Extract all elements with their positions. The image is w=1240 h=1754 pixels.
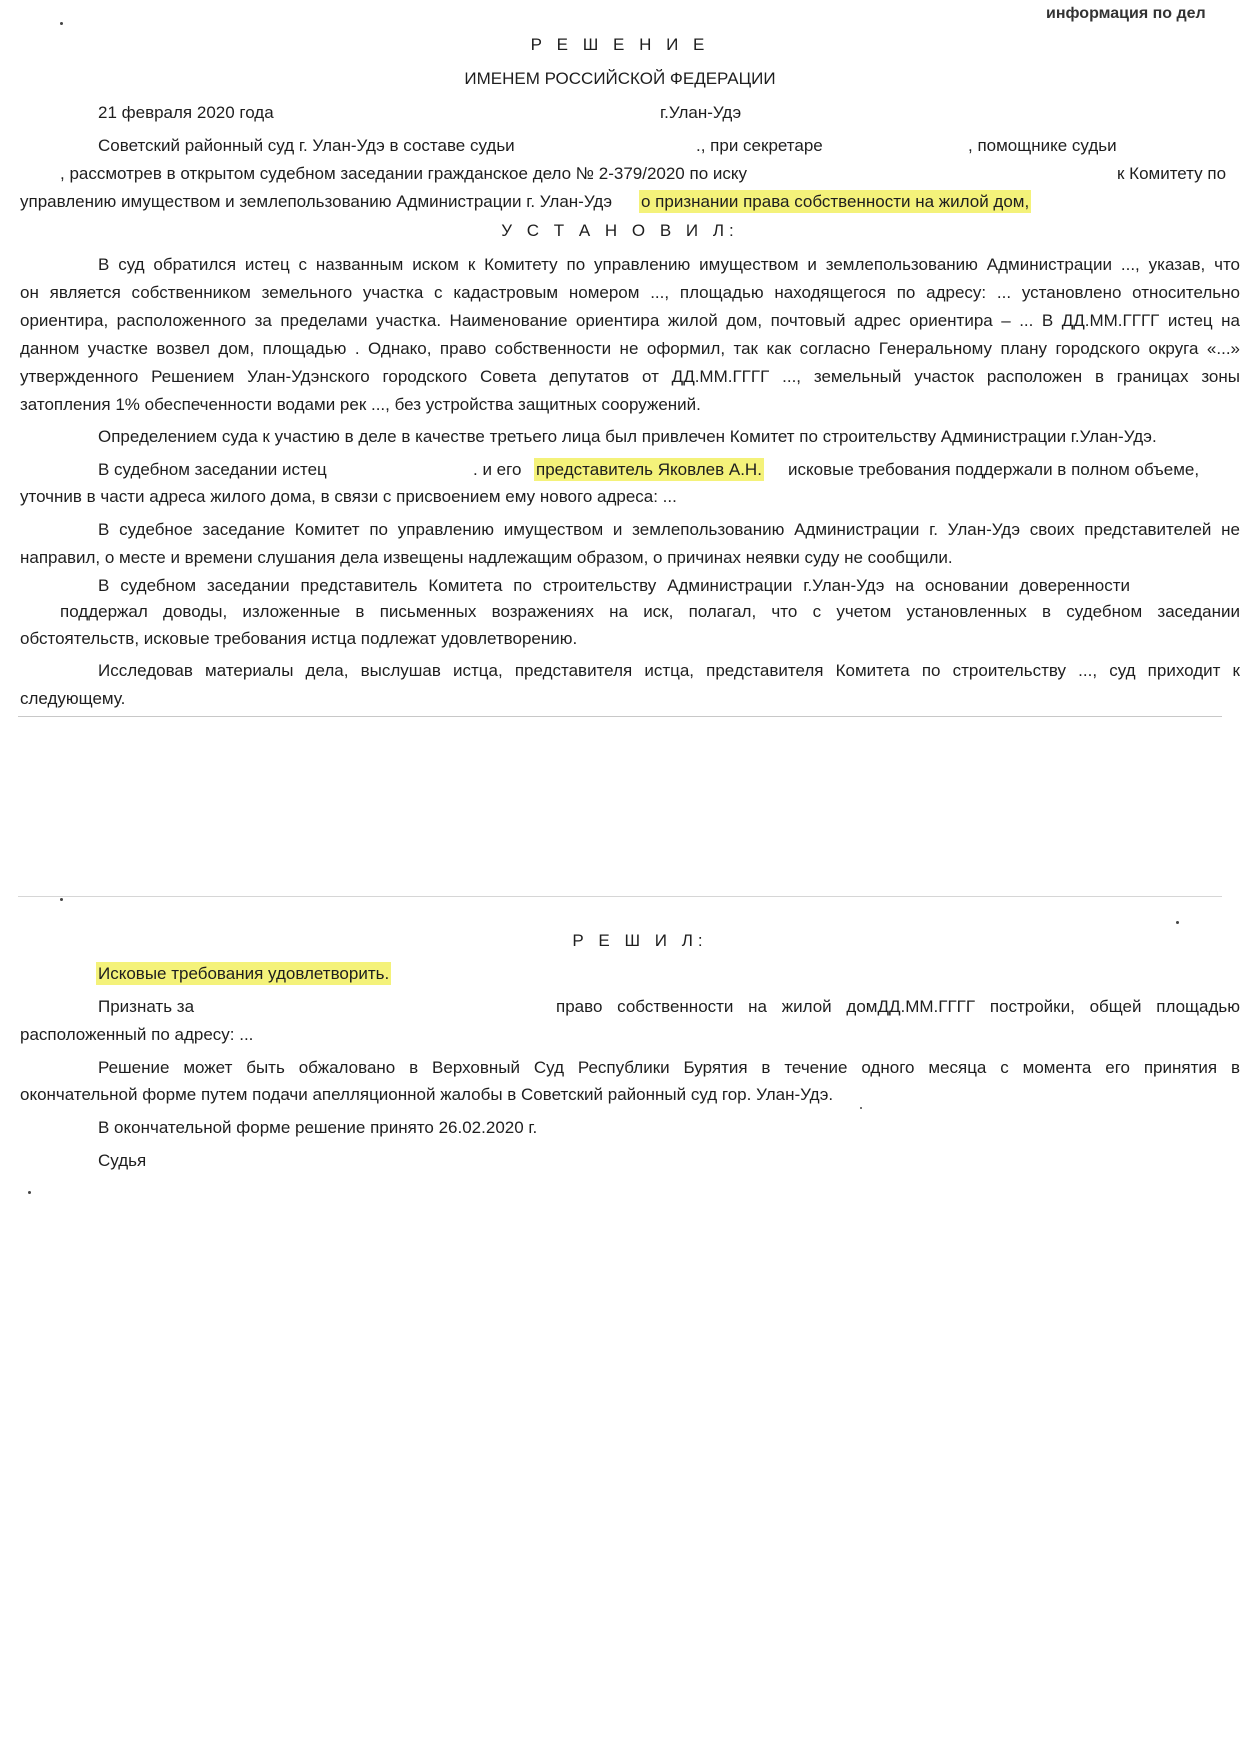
p1-line1-court: Советский районный суд г. Улан-Удэ в составе судьи bbox=[98, 136, 515, 155]
highlight-claim-subject: о признании права собственности на жилой дом, bbox=[641, 192, 1030, 211]
scan-speck bbox=[860, 1107, 862, 1109]
judge-signature-label: Судья bbox=[98, 1151, 147, 1170]
p2-line4: данном участке возвел дом, площадью . Однако, право собственности не оформил, так как согласно Генеральному плану городского округа «...» bbox=[20, 339, 1240, 358]
document-subtitle: ИМЕНЕМ РОССИЙСКОЙ ФЕДЕРАЦИИ bbox=[464, 69, 776, 88]
p2-line3: ориентира, расположенного за пределами участка. Наименование ориентира жилой дом, почтовый адрес ориентира – ... В ДД.ММ.ГГГГ истец на bbox=[20, 311, 1240, 330]
highlight-claims-granted: Исковые требования удовлетворить. bbox=[98, 964, 390, 983]
resolution-2-recognize: Признать за bbox=[98, 997, 195, 1016]
p1-line1-secretary: ., при секретаре bbox=[696, 136, 823, 155]
p6-line1: В судебном заседании представитель Комитета по строительству Администрации г.Улан-Удэ на основании доверенности bbox=[98, 576, 1130, 595]
p5-line1: В судебное заседание Комитет по управлению имуществом и землепользованию Администрации г. Улан-Удэ своих представителей не bbox=[98, 520, 1240, 539]
p6-line3: обстоятельств, исковые требования истца подлежат удовлетворению. bbox=[20, 629, 578, 648]
decision-city: г.Улан-Удэ bbox=[660, 103, 742, 122]
p3-line1: Определением суда к участию в деле в качестве третьего лица был привлечен Комитет по строительству Администрации г.Улан-Удэ. bbox=[98, 427, 1157, 446]
section-established: У С Т А Н О В И Л: bbox=[501, 221, 739, 240]
p4-line1-and: . и его bbox=[473, 460, 522, 479]
final-decision-date: В окончательной форме решение принято 26.02.2020 г. bbox=[98, 1118, 538, 1137]
p6-line2: поддержал доводы, изложенные в письменных возражениях на иск, полагал, что с учетом установленных в судебном заседании bbox=[60, 602, 1240, 621]
section-decided: Р Е Ш И Л: bbox=[572, 931, 708, 950]
p1-line1-assistant: , помощнике судьи bbox=[968, 136, 1117, 155]
scan-speck bbox=[28, 1191, 31, 1194]
scan-speck bbox=[1176, 921, 1179, 924]
resolution-3-line2: окончательной форме путем подачи апелляционной жалобы в Советский районный суд гор. Улан-Удэ. bbox=[20, 1085, 834, 1104]
header-corner-note: информация по дел bbox=[1046, 5, 1206, 22]
resolution-3-line1: Решение может быть обжаловано в Верховный Суд Республики Бурятия в течение одного месяца с момента его принятия в bbox=[98, 1058, 1240, 1077]
p4-line1-claims: исковые требования поддержали в полном объеме, bbox=[788, 460, 1200, 479]
scan-speck bbox=[60, 22, 63, 25]
highlight-representative: представитель Яковлев А.Н. bbox=[536, 460, 762, 479]
page-break-rule-bottom bbox=[18, 896, 1222, 897]
scan-speck bbox=[60, 898, 63, 901]
p2-line1: В суд обратился истец с названным иском к Комитету по управлению имуществом и землепользованию Администрации ..., указав, что bbox=[98, 255, 1240, 274]
p2-line6: затопления 1% обеспеченности водами рек ..., без устройства защитных сооружений. bbox=[20, 395, 701, 414]
p7-line1: Исследовав материалы дела, выслушав истца, представителя истца, представителя Комитета по строительству ..., суд приходит к bbox=[98, 661, 1240, 680]
document-title: Р Е Ш Е Н И Е bbox=[530, 35, 710, 54]
p5-line2: направил, о месте и времени слушания дела извещены надлежащим образом, о причинах неявки суду не сообщили. bbox=[20, 548, 953, 567]
resolution-1 bbox=[98, 962, 389, 986]
p4-line1-representative bbox=[536, 458, 762, 482]
p1-line2-case: , рассмотрев в открытом судебном заседании гражданское дело № 2-379/2020 по иску bbox=[60, 164, 747, 183]
page-break-rule-top bbox=[18, 716, 1222, 717]
p1-line2-defendant: к Комитету по bbox=[1117, 164, 1227, 183]
resolution-2-ownership: право собственности на жилой домДД.ММ.ГГГГ постройки, общей площадью bbox=[556, 997, 1240, 1016]
p2-line5: утвержденного Решением Улан-Удэнского городского Совета депутатов от ДД.ММ.ГГГГ ..., земельный участок расположен в границах зоны bbox=[20, 367, 1240, 386]
p2-line2: он является собственником земельного участка с кадастровым номером ..., площадью находящегося по адресу: ... установлено относительно bbox=[20, 283, 1240, 302]
p4-line1-plaintiff: В судебном заседании истец bbox=[98, 460, 327, 479]
p1-line3-subject bbox=[641, 190, 1029, 214]
decision-date: 21 февраля 2020 года bbox=[98, 103, 274, 122]
p1-line3-defendant-name: управлению имуществом и землепользованию Администрации г. Улан-Удэ bbox=[20, 192, 613, 211]
p4-line2: уточнив в части адреса жилого дома, в связи с присвоением ему нового адреса: ... bbox=[20, 487, 677, 506]
resolution-2-address: расположенный по адресу: ... bbox=[20, 1025, 254, 1044]
p7-line2: следующему. bbox=[20, 689, 126, 708]
